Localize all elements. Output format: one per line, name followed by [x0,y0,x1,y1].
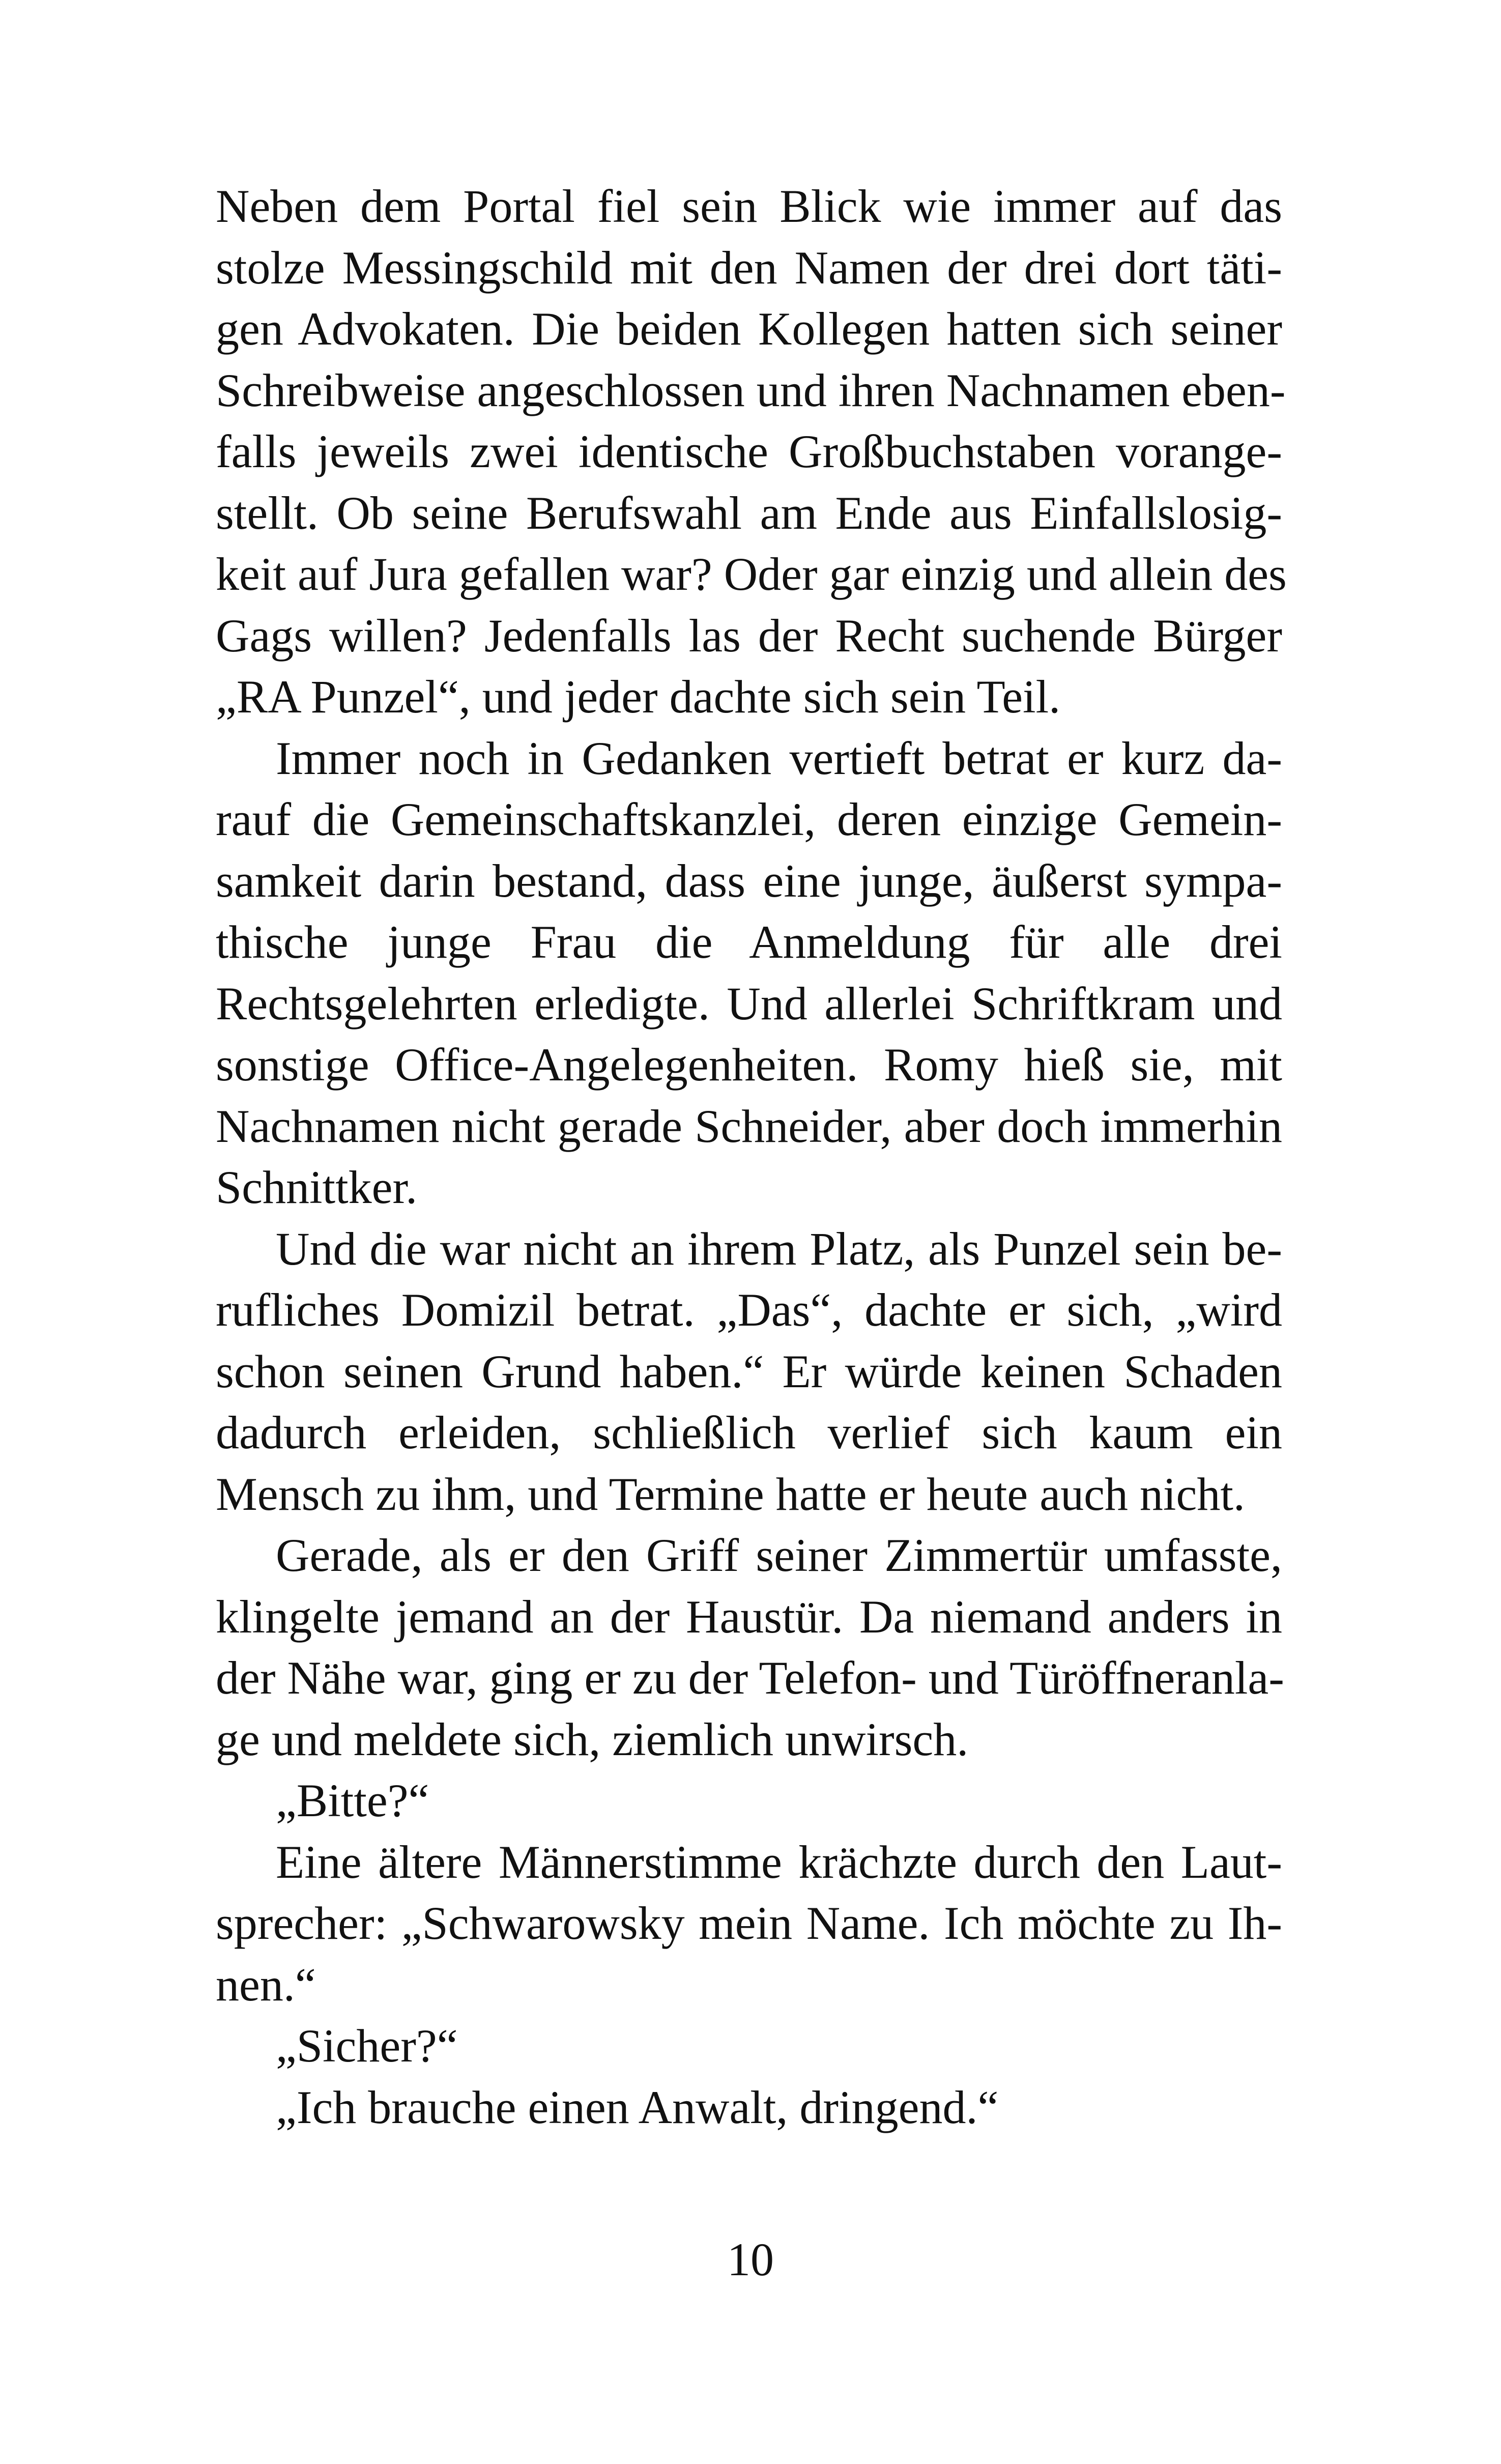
text-line: Eine ältere Männerstimme krächzte durch den Laut- [276,1836,1282,1888]
text-line: Mensch zu ihm, und Termine hatte er heute auch nicht. [216,1468,1245,1520]
text-line: ge und meldete sich, ziemlich unwirsch. [216,1713,969,1765]
text-line: sonstige Office-Angelegenheiten. Romy hieß sie, mit [216,1039,1282,1091]
text-line: rufliches Domizil betrat. „Das“, dachte er sich, „wird [216,1284,1282,1336]
text-line: stellt. Ob seine Berufswahl am Ende aus Einfallslosig- [216,486,1282,539]
text-line: schon seinen Grund haben.“ Er würde keinen Schaden [216,1345,1282,1397]
text-line: Und die war nicht an ihrem Platz, als Punzel sein be- [276,1222,1282,1275]
text-line: sprecher: „Schwarowsky mein Name. Ich möchte zu Ih- [216,1897,1282,1949]
page-number: 10 [727,2233,774,2285]
text-line: Gerade, als er den Griff seiner Zimmertür umfasste, [276,1529,1282,1581]
text-line: der Nähe war, ging er zu der Telefon- und Türöffneranla- [216,1652,1284,1704]
text-line: „Bitte?“ [276,1774,429,1826]
text-line: dadurch erleiden, schließlich verlief sich kaum ein [216,1407,1282,1458]
text-line: keit auf Jura gefallen war? Oder gar einzig und allein des [216,548,1287,600]
text-line: klingelte jemand an der Haustür. Da niemand anders in [216,1590,1282,1643]
text-line: „RA Punzel“, und jeder dachte sich sein Teil. [216,671,1061,723]
text-line: nen.“ [216,1958,316,2011]
text-line: Nachnamen nicht gerade Schneider, aber doch immerhin [216,1100,1282,1152]
text-line: Schreibweise angeschlossen und ihren Nachnamen eben- [216,364,1286,416]
text-line: Schnittker. [216,1161,418,1213]
text-line: „Sicher?“ [276,2020,458,2072]
text-line: Immer noch in Gedanken vertieft betrat er kurz da- [276,732,1282,784]
text-line: Gags willen? Jedenfalls las der Recht suchende Bürger [216,609,1282,662]
text-line: Rechtsgelehrten erledigte. Und allerlei Schriftkram und [216,977,1282,1029]
text-line: „Ich brauche einen Anwalt, dringend.“ [276,2081,999,2133]
text-line: samkeit darin bestand, dass eine junge, äußerst sympa- [216,854,1282,907]
text-line: Neben dem Portal fiel sein Blick wie immer auf das [216,180,1282,232]
text-line: gen Advokaten. Die beiden Kollegen hatten sich seiner [216,303,1282,355]
text-line: rauf die Gemeinschaftskanzlei, deren einzige Gemein- [216,793,1282,845]
text-line: stolze Messingschild mit den Namen der drei dort täti- [216,241,1282,294]
body-text [216,176,1287,2138]
text-line: thische junge Frau die Anmeldung für alle drei [216,916,1282,968]
text-line: falls jeweils zwei identische Großbuchstaben vorange- [216,425,1282,477]
